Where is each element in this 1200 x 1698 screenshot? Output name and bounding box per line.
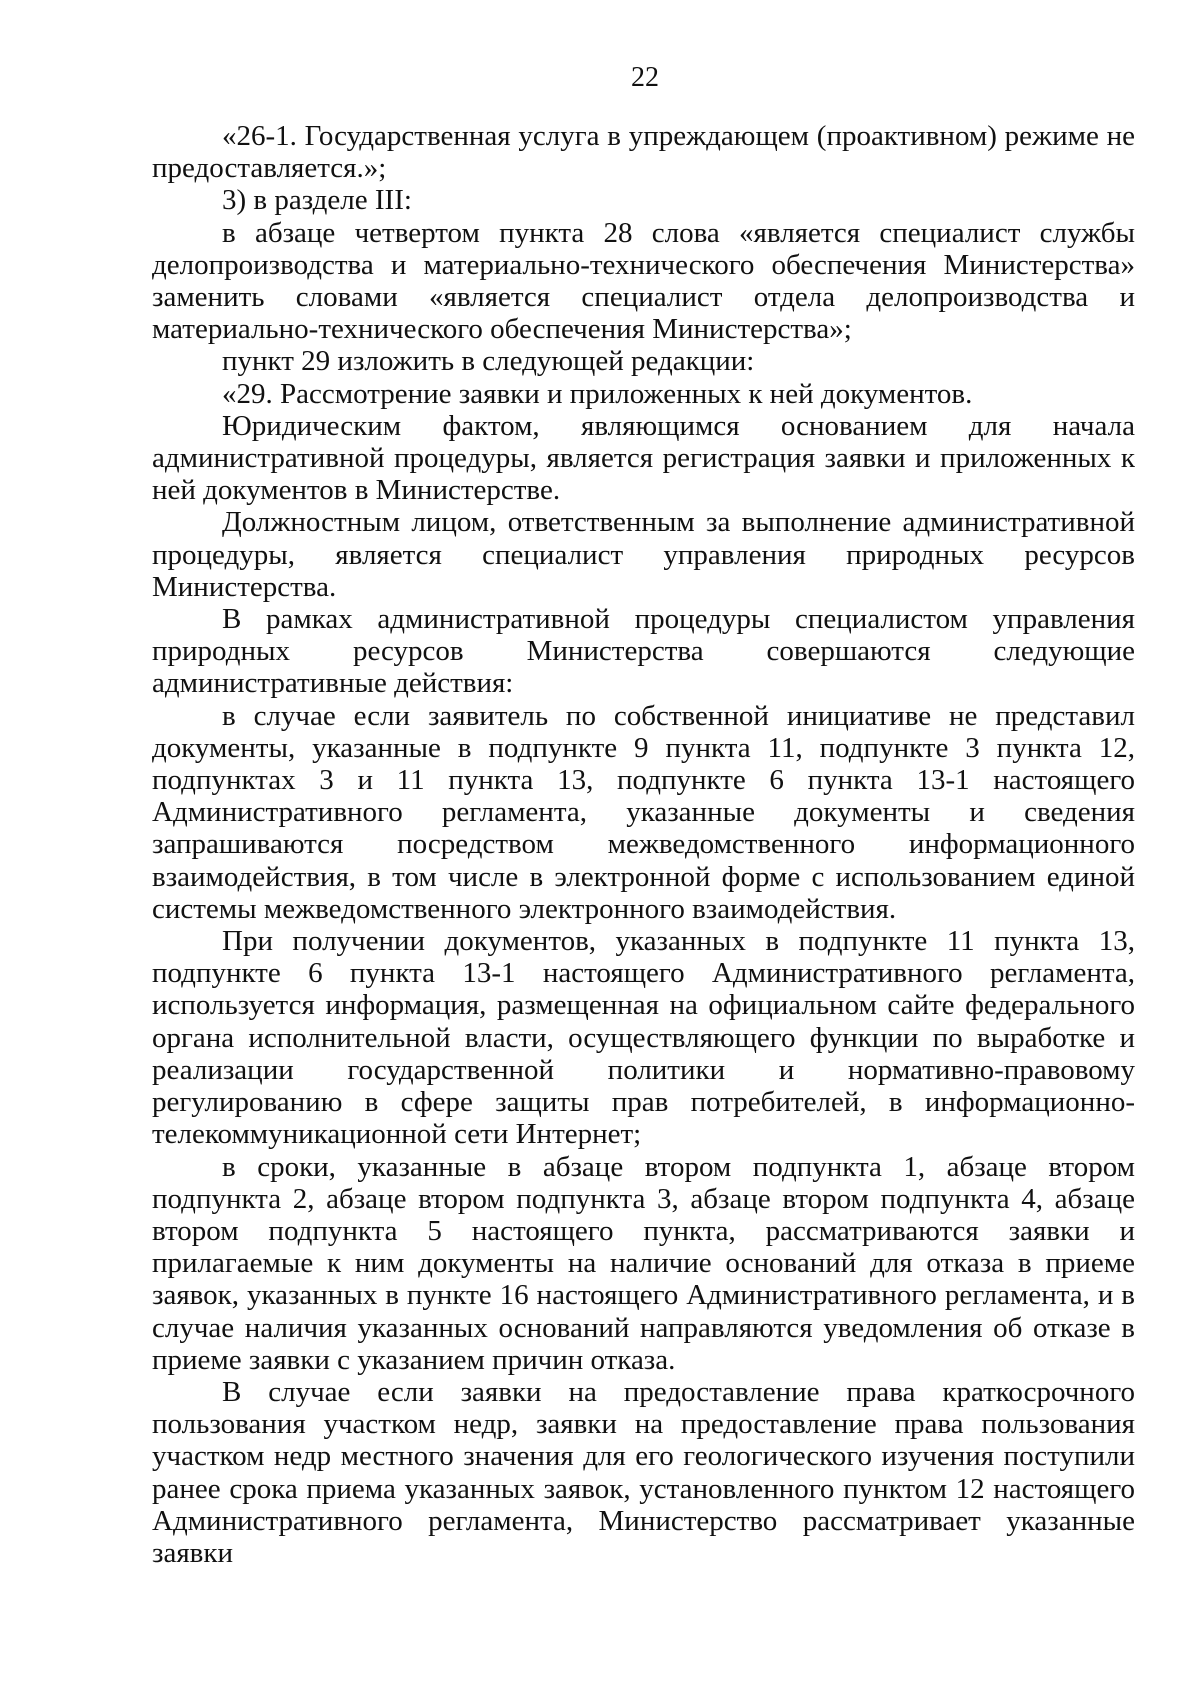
paragraph-official-site-info: При получении документов, указанных в подпункте 11 пункта 13, подпункте 6 пункта 13-1 настоящего Административного регламента, используется информация, размещенная на официальном сайте федерального органа исполнительной власти, осуществляющего функции по выработке и реализации государственной политики и нормативно-правовому регулированию в сфере защиты прав потребителей, в информационно-телекоммуникационной сети Интернет; bbox=[152, 925, 1135, 1151]
paragraph-administrative-actions: В рамках административной процедуры специалистом управления природных ресурсов Министерства совершаются следующие административные действия: bbox=[152, 603, 1135, 700]
document-body bbox=[152, 120, 1135, 1569]
page-number: 22 bbox=[631, 62, 659, 93]
paragraph-interagency-request: в случае если заявитель по собственной инициативе не представил документы, указанные в подпункте 9 пункта 11, подпункте 3 пункта 12, подпунктах 3 и 11 пункта 13, подпункте 6 пункта 13-1 настоящего Административного регламента, указанные документы и сведения запрашиваются посредством межведомственного информационного взаимодействия, в том числе в электронной форме с использованием единой системы межведомственного электронного взаимодействия. bbox=[152, 699, 1135, 925]
paragraph-responsible-official: Должностным лицом, ответственным за выполнение административной процедуры, является специалист управления природных ресурсов Министерства. bbox=[152, 506, 1135, 603]
paragraph-point-28-amendment: в абзаце четвертом пункта 28 слова «является специалист службы делопроизводства и материально-технического обеспечения Министерства» заменить словами «является специалист отдела делопроизводства и материально-технического обеспечения Министерства»; bbox=[152, 216, 1135, 346]
paragraph-point-29-title: «29. Рассмотрение заявки и приложенных к ней документов. bbox=[222, 377, 973, 410]
paragraph-legal-fact: Юридическим фактом, являющимся основанием для начала административной процедуры, является регистрация заявки и приложенных к ней документов в Министерстве. bbox=[152, 409, 1135, 507]
paragraph-review-deadlines: в сроки, указанные в абзаце втором подпункта 1, абзаце втором подпункта 2, абзаце втором подпункта 3, абзаце втором подпункта 4, абзаце втором подпункта 5 настоящего пункта, рассматриваются заявки и прилагаемые к ним документы на наличие оснований для отказа в приеме заявок, указанных в пункте 16 настоящего Административного регламента, и в случае наличия указанных оснований направляются уведомления об отказе в приеме заявки с указанием причин отказа. bbox=[152, 1150, 1135, 1376]
paragraph-early-applications: В случае если заявки на предоставление права краткосрочного пользования участком недр, заявки на предоставление права пользования участком недр местного значения для его геологического изучения поступили ранее срока приема указанных заявок, установленного пунктом 12 настоящего Административного регламента, Министерство рассматривает указанные заявки bbox=[152, 1375, 1135, 1569]
paragraph-point-29-intro: пункт 29 изложить в следующей редакции: bbox=[222, 345, 755, 378]
paragraph-26-1: «26-1. Государственная услуга в упреждающем (проактивном) режиме не предоставляется.»; bbox=[152, 120, 1135, 185]
paragraph-section-3: 3) в разделе III: bbox=[222, 184, 412, 217]
